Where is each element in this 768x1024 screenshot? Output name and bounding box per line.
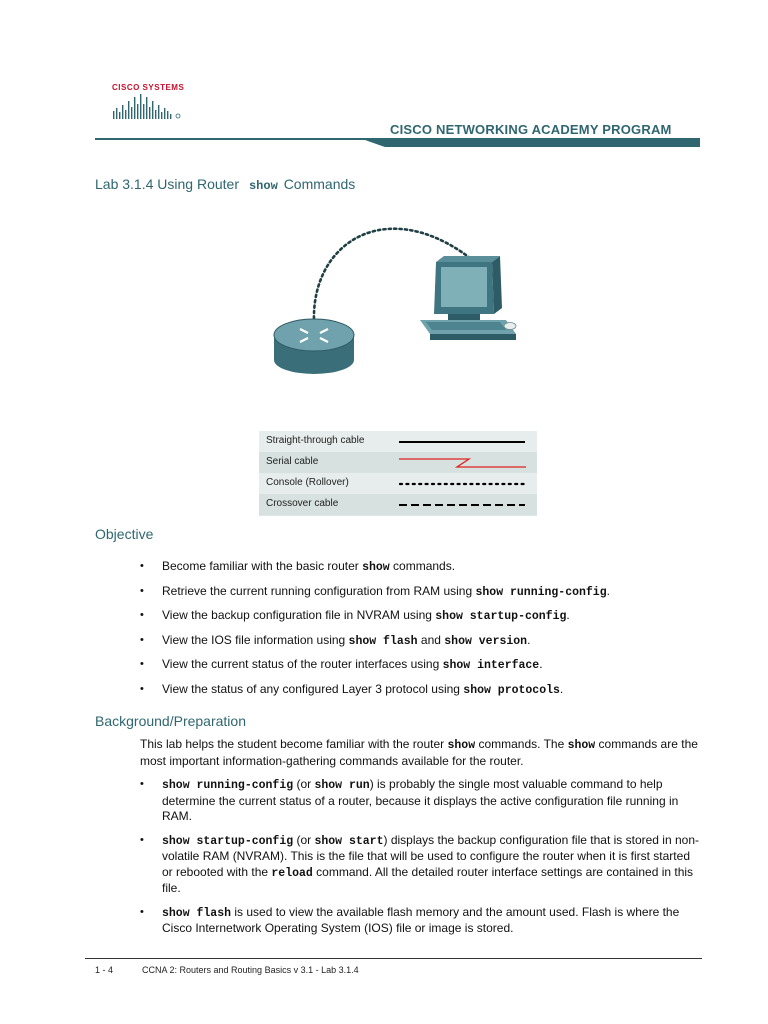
command-text: show <box>447 739 476 752</box>
command-text: show version <box>444 634 528 648</box>
cable-legend <box>259 431 537 516</box>
objective-heading: Objective <box>95 526 154 542</box>
item-text: View the current status of the router interfaces using <box>162 657 443 672</box>
legend-label: Straight-through cable <box>266 435 365 446</box>
legend-label: Crossover cable <box>266 498 339 509</box>
item-text: is used to view the available flash memory and the amount used. Flash is where the Cisco Internetwork Operating System (IOS) file or image is stored. <box>162 904 680 935</box>
legend-row <box>259 473 537 494</box>
item-text: command. All the detailed router interface settings are contained in this file. <box>162 864 694 895</box>
background-intro <box>140 737 700 769</box>
bullet: • <box>140 584 144 597</box>
router-icon <box>274 319 354 374</box>
bullet: • <box>140 905 144 918</box>
item-text: . <box>539 657 543 672</box>
legend-label: Serial cable <box>266 456 319 467</box>
header-rule <box>95 138 700 147</box>
item-text: Retrieve the current running configuration from RAM using <box>162 583 476 598</box>
list-item <box>140 607 720 632</box>
item-text: ) displays the backup configuration file that is stored in non-volatile RAM (NVRAM). This is the file that will be used to configure the router when it is first started or rebooted with the <box>162 832 699 879</box>
list-item <box>140 833 700 897</box>
program-title: CISCO NETWORKING ACADEMY PROGRAM <box>390 122 672 137</box>
item-text: . <box>566 608 570 623</box>
command-text: show startup-config <box>435 610 567 624</box>
lab-title-command: show <box>248 179 278 193</box>
command-text: show <box>567 739 596 752</box>
command-text: show running-config <box>162 779 294 792</box>
item-text: . <box>527 632 531 647</box>
list-item <box>140 632 720 657</box>
intro-text: commands are the most important information-gathering commands available for the router. <box>140 737 698 768</box>
command-text: show flash <box>162 906 232 920</box>
list-item <box>140 681 720 706</box>
item-text: (or <box>293 832 315 847</box>
command-text: show start <box>314 834 384 848</box>
item-text: commands. <box>389 559 456 573</box>
workstation-icon <box>420 256 516 340</box>
lab-title-suffix: Commands <box>283 176 356 192</box>
command-text: show running-config <box>475 585 607 599</box>
item-text: (or <box>293 777 315 791</box>
legend-row <box>259 494 537 515</box>
item-text: View the status of any configured Layer 3 protocol using <box>162 681 464 696</box>
list-item <box>140 777 700 825</box>
lab-title <box>95 176 355 193</box>
console-rollover-cable-icon <box>399 481 527 487</box>
item-text: View the backup configuration file in NVRAM using <box>162 608 436 623</box>
command-text: show startup-config <box>162 834 294 848</box>
bullet: • <box>140 560 144 572</box>
bullet: • <box>140 833 144 846</box>
list-item <box>140 905 700 937</box>
bullet: • <box>140 778 144 790</box>
list-item <box>140 583 720 608</box>
command-text: show interface <box>442 659 540 673</box>
command-text: show flash <box>348 634 418 648</box>
list-item <box>140 656 720 681</box>
legend-row <box>259 452 537 473</box>
legend-label: Console (Rollover) <box>266 477 349 488</box>
footer-page-number: 1 - 4 <box>95 965 114 975</box>
item-text: . <box>559 681 564 696</box>
cisco-logo-icon <box>112 93 182 119</box>
legend-row <box>259 431 537 452</box>
item-text: and <box>417 632 445 647</box>
bullet: • <box>140 682 144 695</box>
objective-list <box>140 558 720 706</box>
lab-title-prefix: Lab 3.1.4 Using Router <box>95 176 239 192</box>
command-text: show <box>362 561 390 574</box>
bullet: • <box>140 658 144 671</box>
command-text: show run <box>314 779 370 792</box>
command-text: show protocols <box>463 683 560 697</box>
background-list <box>140 777 700 945</box>
background-heading: Background/Preparation <box>95 713 246 729</box>
item-text: View the IOS file information using <box>162 632 349 647</box>
footer-title: CCNA 2: Routers and Routing Basics v 3.1 - Lab 3.1.4 <box>142 965 359 975</box>
item-text: ) is probably the single most valuable command to help determine the current status of a router, because it displays the active configuration file running in RAM. <box>162 777 679 823</box>
cisco-logo-text: CISCO SYSTEMS <box>112 83 185 92</box>
crossover-cable-icon <box>399 502 527 508</box>
bullet: • <box>140 609 144 622</box>
intro-text: commands. The <box>475 737 568 751</box>
serial-cable-icon <box>399 456 527 470</box>
footer-rule <box>85 958 702 959</box>
item-text: Become familiar with the basic router <box>162 559 363 573</box>
bullet: • <box>140 633 144 646</box>
topology-diagram <box>260 210 530 390</box>
intro-text: This lab helps the student become familiar with the router <box>140 737 448 751</box>
list-item <box>140 558 720 583</box>
straight-through-cable-icon <box>399 439 525 445</box>
item-text: . <box>606 583 610 598</box>
command-text: reload <box>271 866 313 880</box>
